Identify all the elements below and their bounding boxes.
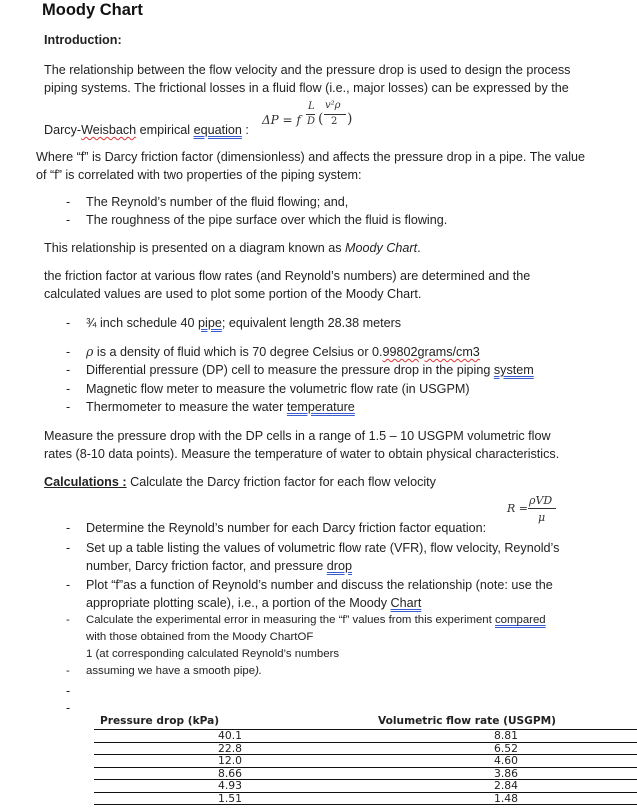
bullet-dash: - [66,541,71,555]
flow-cell: 3.86 [370,767,637,780]
rho-symbol: ρ [86,344,94,359]
bullet-dash: - [66,521,71,535]
table-row [94,792,637,805]
pressure-cell: 12.0 [94,755,370,768]
drop-word: drop [326,559,353,573]
bullet-dash: - [66,316,71,330]
eq-paren-open: ( [318,111,324,127]
bullet-dash: - [66,701,71,715]
system-word: system [493,363,534,377]
data-table [94,712,637,805]
darcy-prefix: Darcy- [44,123,82,137]
intro-line-3 [44,121,249,139]
pressure-cell: 4.93 [94,780,370,793]
eq-paren-close: ) [347,111,353,127]
pressure-cell: 40.1 [94,730,370,743]
measure-line-1: Measure the pressure drop with the DP cells in a range of 1.5 – 10 USGPM volumetric flow [44,429,551,443]
where-line-2: of “f” is correlated with two properties of the piping system: [36,168,362,182]
table-row [94,730,637,743]
density-text: is a density of fluid which is 70 degree Celsius or 0. [93,345,383,359]
empirical-text: empirical [136,123,194,137]
flow-cell: 4.60 [370,755,637,768]
step-table-line-1: Set up a table listing the values of volumetric flow rate (VFR), flow velocity, Reynold’s [86,541,560,555]
density-value: 99802grams/cm3 [382,345,480,359]
dp-text: Differential pressure (DP) cell to measure the pressure drop in the piping [86,363,494,377]
table-row [94,767,637,780]
reynolds-num: ρVD [529,494,553,507]
header-pressure-drop: Pressure drop (kPa) [100,714,220,727]
eq-frac1-den: D [307,116,316,127]
step-reynolds: Determine the Reynold’s number for each Darcy friction factor equation: [86,521,487,535]
where-line-1: Where “f” is Darcy friction factor (dimensionless) and affects the pressure drop in a pipe. The value [36,150,586,164]
relationship-text: This relationship is presented on a diagram known as [44,241,346,255]
step-table-line-2 [86,557,352,575]
flow-cell: 8.81 [370,730,637,743]
temperature-word: temperature [286,400,355,414]
table-row [94,742,637,755]
weisbach-word: Weisbach [81,123,137,137]
eq-frac2-num: v²ρ [325,100,341,111]
moody-chart-italic: Moody Chart [345,241,418,255]
step-plot-line-2 [86,594,421,612]
bullet-dash: - [66,195,71,209]
step-error-text: Calculate the experimental error in measuring the “f” values from this experiment [86,614,495,626]
header-flow-rate: Volumetric flow rate (USGPM) [378,714,557,727]
reynolds-lhs: R = [507,502,528,515]
pressure-cell: 22.8 [94,742,370,755]
relationship-line [44,239,421,257]
step-plot-text: appropriate plotting scale), i.e., a portion of the Moody [86,596,391,610]
bullet-dash: - [66,400,71,414]
table-row [94,755,637,768]
bullet-dash: - [66,578,71,592]
eq-frac1-bar [306,114,315,115]
step-error-line-4 [86,663,262,680]
reynolds-bar [528,508,556,509]
pipe-text: ¾ inch schedule 40 [86,316,199,330]
intro-line-2: piping systems. The frictional losses in a fluid flow (i.e., major losses) can be expressed by the [44,81,569,95]
equipment-flowmeter: Magnetic flow meter to measure the volumetric flow rate (in USGPM) [86,382,470,396]
equipment-dp [86,361,534,379]
step-table-text: number, Darcy friction factor, and pressure [86,559,327,573]
bullet-dash: - [66,345,71,359]
friction-line-2: calculated values are used to plot some portion of the Moody Chart. [44,287,422,301]
pressure-cell: 1.51 [94,792,370,805]
line3-colon: : [241,123,249,137]
flow-cell: 6.52 [370,742,637,755]
calculations-label: Calculations [44,475,119,489]
page-title: Moody Chart [42,1,143,19]
relationship-period: . [417,241,421,255]
property-item: The roughness of the pipe surface over which the fluid is flowing. [86,213,448,227]
bullet-dash: - [66,363,71,377]
intro-line-1: The relationship between the flow velocity and the pressure drop is used to design the process [44,63,571,77]
eq-frac1-num: L [308,101,315,112]
equipment-density [86,343,480,361]
step-plot-line-1: Plot “f”as a function of Reynold’s number and discuss the relationship (note: use the [86,578,553,592]
pipe-word: pipe [198,316,222,330]
pipe-length: ; equivalent length 28.38 meters [221,316,402,330]
step-error-line-3: 1 (at corresponding calculated Reynold’s numbers [86,648,340,660]
calculations-colon: : [118,475,127,489]
bullet-dash: - [66,684,71,698]
bullet-dash: - [66,614,70,626]
closing-paren: ). [255,665,263,677]
flow-cell: 2.84 [370,780,637,793]
eq-frac2-bar [324,114,346,115]
compared-word: compared [494,614,546,626]
measure-line-2: rates (8-10 data points). Measure the temperature of water to obtain physical characteristics. [44,447,560,461]
step-error-line-1 [86,612,546,629]
property-item: The Reynold’s number of the fluid flowing; and, [86,195,349,209]
chart-word: Chart [390,596,422,610]
thermo-text: Thermometer to measure the water [86,400,287,414]
step-error-line-2: with those obtained from the Moody ChartOF [86,631,314,643]
reynolds-den: μ [538,511,546,524]
calculations-line [44,473,436,491]
flow-cell: 1.48 [370,792,637,805]
smooth-pipe-text: assuming we have a smooth pipe [86,665,256,677]
friction-line-1: the friction factor at various flow rates (and Reynold’s numbers) are determined and the [44,269,531,283]
bullet-dash: - [66,382,71,396]
bullet-dash: - [66,213,71,227]
calculations-text: Calculate the Darcy friction factor for each flow velocity [126,475,436,489]
equation-word: equation [193,123,242,137]
bullet-dash: - [66,665,70,677]
table-header-row [94,712,637,730]
pressure-cell: 8.66 [94,767,370,780]
equipment-pipe [86,314,401,332]
equipment-thermometer [86,398,355,416]
eq-lhs: ΔP = f [262,113,301,127]
intro-heading: Introduction: [44,33,122,47]
eq-frac2-den: 2 [331,116,338,127]
table-row [94,780,637,793]
